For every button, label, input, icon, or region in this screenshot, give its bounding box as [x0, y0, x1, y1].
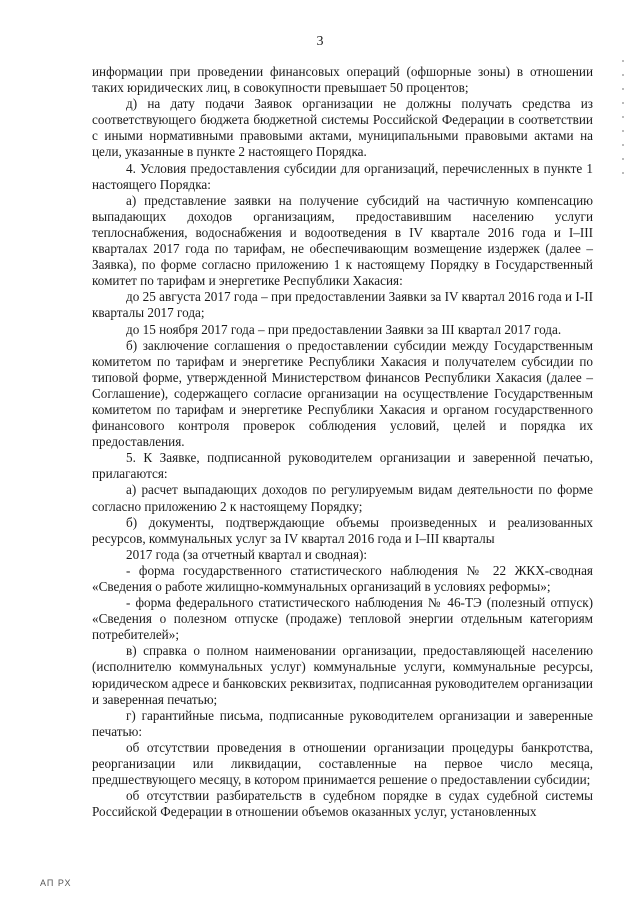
paragraph: а) представление заявки на получение субсидий на частичную компенсацию выпадающих доходов организациям, предоставившим населению услуги теплоснабжения, водоснабжения и водоотведения в IV квартале 2016 года и I–III кварталах 2017 года по тарифам, не обеспечивающим возмещение издержек (далее – Заявка), по форме согласно приложению 1 к настоящему Порядку в Государственный комитет по тарифам и энергетике Республики Хакасия:	[92, 192, 593, 289]
paragraph: - форма государственного статистического наблюдения № 22 ЖКХ-сводная «Сведения о работе жилищно-коммунальных организаций в условиях реформы»;	[92, 562, 593, 594]
paragraph: - форма федерального статистического наблюдения № 46-ТЭ (полезный отпуск) «Сведения о полезном отпуске (продаже) тепловой энергии отдельным категориям потребителей»;	[92, 595, 593, 643]
paragraph: 5. К Заявке, подписанной руководителем организации и заверенной печатью, прилагаются:	[92, 450, 593, 482]
paragraph: 2017 года (за отчетный квартал и сводная):	[126, 546, 368, 562]
paragraph: б) заключение соглашения о предоставлении субсидии между Государственным комитетом по тарифам и энергетике Республики Хакасия и получателем субсидии по типовой форме, утвержденной Министерством финансов Республики Хакасия (далее – Соглашение), содержащего согласие организации на осуществление Государственным комитетом по тарифам и энергетике Республики Хакасия и органом государственного финансового контроля проверок соблюдения условий, целей и порядка их предоставления.	[92, 337, 593, 450]
page-number: 3	[316, 34, 324, 49]
archive-stamp: АП РХ	[40, 878, 72, 888]
document-body	[92, 64, 593, 820]
paragraph: г) гарантийные письма, подписанные руководителем организации и заверенные печатью:	[92, 707, 593, 739]
paragraph: до 15 ноября 2017 года – при предоставлении Заявки за III квартал 2017 года.	[126, 321, 562, 337]
paragraph: а) расчет выпадающих доходов по регулируемым видам деятельности по форме согласно приложению 2 к настоящему Порядку;	[92, 482, 593, 514]
paragraph: в) справка о полном наименовании организации, предоставляющей населению (исполнителю коммунальных услуг) коммунальные услуги, коммунальные ресурсы, юридическом адресе и банковских реквизитах, подписанная руководителем организации и заверенная печатью;	[92, 643, 593, 707]
paragraph: 4. Условия предоставления субсидии для организаций, перечисленных в пункте 1 настоящего Порядка:	[92, 160, 593, 192]
paragraph: д) на дату подачи Заявок организации не должны получать средства из соответствующего бюджета бюджетной системы Российской Федерации в соответствии с иными нормативными правовыми актами, муниципальными правовыми актами на цели, указанные в пункте 2 настоящего Порядка.	[92, 96, 593, 160]
scan-margin-marks	[622, 60, 624, 180]
paragraph: об отсутствии проведения в отношении организации процедуры банкротства, реорганизации или ликвидации, составленные на первое число месяца, предшествующего месяцу, в котором принимается решение о предоставлении субсидии;	[92, 739, 593, 788]
paragraph: б) документы, подтверждающие объемы произведенных и реализованных ресурсов, коммунальных услуг за IV квартал 2016 года и I–III кварталы	[92, 514, 593, 546]
paragraph: об отсутствии разбирательств в судебном порядке в судах судебной системы Российской Федерации в отношении объемов оказанных услуг, установленных	[92, 788, 593, 820]
paragraph: до 25 августа 2017 года – при предоставлении Заявки за IV квартал 2016 года и I-II кварталы 2017 года;	[92, 289, 593, 321]
paragraph: информации при проведении финансовых операций (офшорные зоны) в отношении таких юридических лиц, в совокупности превышает 50 процентов;	[92, 64, 593, 96]
